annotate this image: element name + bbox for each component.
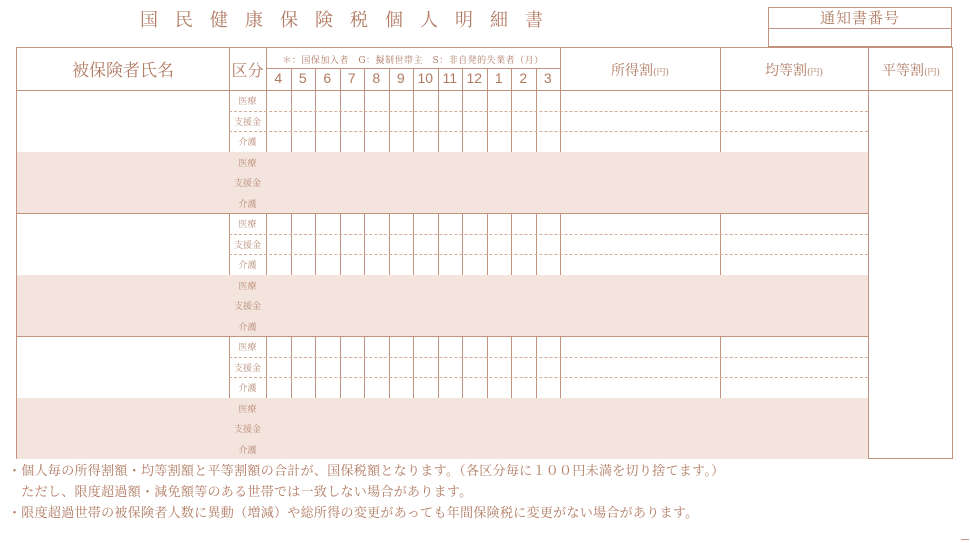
note-line-2: ただし、限度超過額・減免額等のある世帯では一致しない場合があります。: [8, 485, 473, 500]
kubun-label: 支援金: [233, 363, 261, 374]
month-header: 7: [347, 70, 356, 86]
note-line-3: ・限度超過世帯の被保険者人数に異動（増減）や総所得の変更があっても年間保険税に変更がない場合があります。: [8, 506, 699, 521]
header-flat-levy: 平等割(円): [881, 63, 941, 79]
kubun-label: 介護: [238, 322, 257, 333]
sub-row-divider: [229, 234, 868, 235]
insured-name-cell[interactable]: [17, 275, 229, 337]
kubun-label: 支援金: [233, 425, 261, 435]
insured-name-cell[interactable]: [17, 213, 229, 275]
month-header: 3: [543, 70, 552, 86]
notice-number-label: 通知書番号: [769, 8, 951, 29]
kubun-label: 支援金: [233, 302, 261, 312]
month-header: 10: [417, 70, 434, 86]
kubun-label: 医療: [238, 220, 257, 230]
month-header: 6: [323, 70, 332, 86]
corner-mark: [961, 539, 969, 540]
month-header: 11: [442, 70, 458, 86]
insured-name-cell[interactable]: [17, 336, 229, 398]
header-income-levy: 所得割(円): [610, 63, 670, 79]
sub-row-divider: [229, 377, 868, 378]
kubun-label: 介護: [238, 384, 257, 394]
kubun-label: 医療: [238, 343, 257, 353]
legend-divider: [266, 68, 560, 69]
insured-name-cell[interactable]: [17, 152, 229, 214]
kubun-label: 介護: [238, 261, 257, 271]
month-header: 5: [298, 70, 307, 86]
month-header: 8: [372, 70, 381, 86]
tax-detail-table: [16, 47, 953, 459]
document-title: 国民健康保険税個人明細書: [140, 10, 560, 31]
kubun-label: 支援金: [233, 240, 261, 251]
kubun-label: 医療: [238, 404, 257, 415]
header-insured-name: 被保険者氏名: [72, 61, 174, 81]
month-header: 1: [494, 70, 503, 86]
sub-row-divider: [229, 357, 868, 358]
insured-name-cell[interactable]: [17, 398, 229, 460]
notice-number-box: [768, 7, 952, 47]
kubun-label: 医療: [238, 281, 257, 292]
sub-row-divider: [229, 254, 868, 255]
kubun-label: 医療: [238, 158, 257, 169]
kubun-label: 支援金: [233, 117, 261, 128]
kubun-label: 介護: [238, 445, 257, 456]
kubun-label: 医療: [238, 97, 257, 107]
month-header: 2: [519, 70, 528, 86]
header-per-capita-levy: 均等割(円): [764, 63, 824, 79]
insured-name-cell[interactable]: [17, 90, 229, 152]
sub-row-divider: [229, 111, 868, 112]
header-kubun: 区分: [231, 61, 264, 80]
col-divider: [868, 48, 869, 459]
note-line-1: ・個人毎の所得割額・均等割額と平等割額の合計が、国保税額となります。（各区分毎に１００円未満を切り捨てます。）: [8, 464, 725, 479]
header-month-legend: ＊：国保加入者 G：擬制世帯主 S：非自発的失業者（月）: [282, 56, 544, 66]
kubun-label: 介護: [238, 199, 257, 210]
sub-row-divider: [229, 131, 868, 132]
notice-number-field[interactable]: [769, 28, 951, 47]
month-header: 4: [274, 70, 283, 86]
kubun-label: 介護: [238, 138, 257, 148]
kubun-label: 支援金: [233, 179, 261, 189]
month-header: 12: [466, 70, 483, 86]
month-header: 9: [396, 70, 405, 86]
